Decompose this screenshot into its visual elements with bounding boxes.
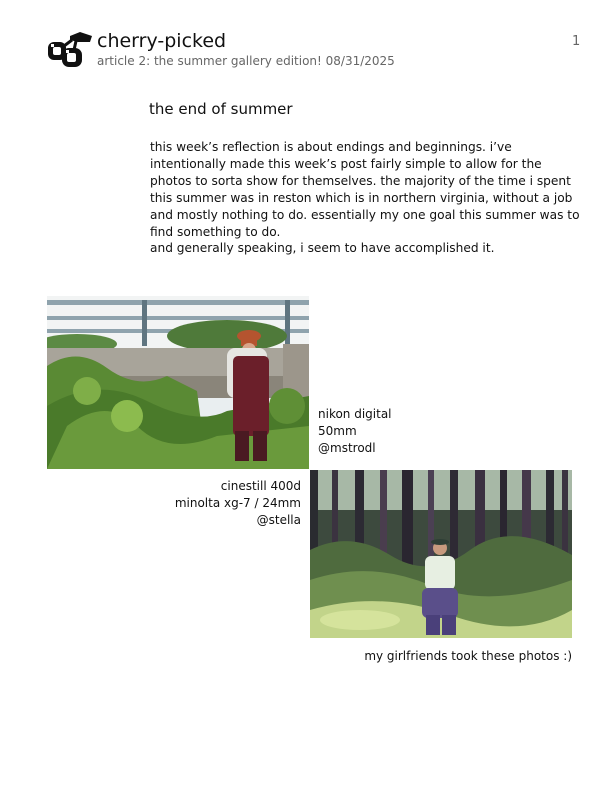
credit-line: @stella: [256, 513, 301, 527]
credit-line: minolta xg-7 / 24mm: [174, 496, 301, 510]
article-paragraph: this week’s reflection is about endings and beginnings. i’ve intentionally made this week’s post fairly simple to allow for the photos to sorta show for themselves. the majority of the time i spent this summer was in reston which is in northern virginia, without a job and mostly nothing to do. essentially my one goal this summer was to find something to do.: [150, 140, 580, 239]
article-paragraph: and generally speaking, i seem to have accomplished it.: [150, 241, 495, 255]
credit-line: cinestill 400d: [220, 479, 301, 493]
credit-line: nikon digital: [318, 407, 392, 421]
photo-credit-1: [318, 406, 392, 457]
cherry-pixel-icon: [46, 30, 94, 68]
photo-forest: [310, 470, 572, 638]
photo-overpass: [47, 296, 309, 469]
site-title: cherry-picked: [97, 30, 227, 52]
credit-line: 50mm: [318, 424, 357, 438]
credit-line: @mstrodl: [318, 441, 376, 455]
article-subtitle: article 2: the summer gallery edition! 08/31/2025: [97, 54, 395, 68]
photo-credit-2: [160, 478, 301, 529]
photo-caption: my girlfriends took these photos :): [364, 649, 572, 663]
article-heading: the end of summer: [149, 100, 293, 118]
page-number: 1: [572, 34, 581, 49]
